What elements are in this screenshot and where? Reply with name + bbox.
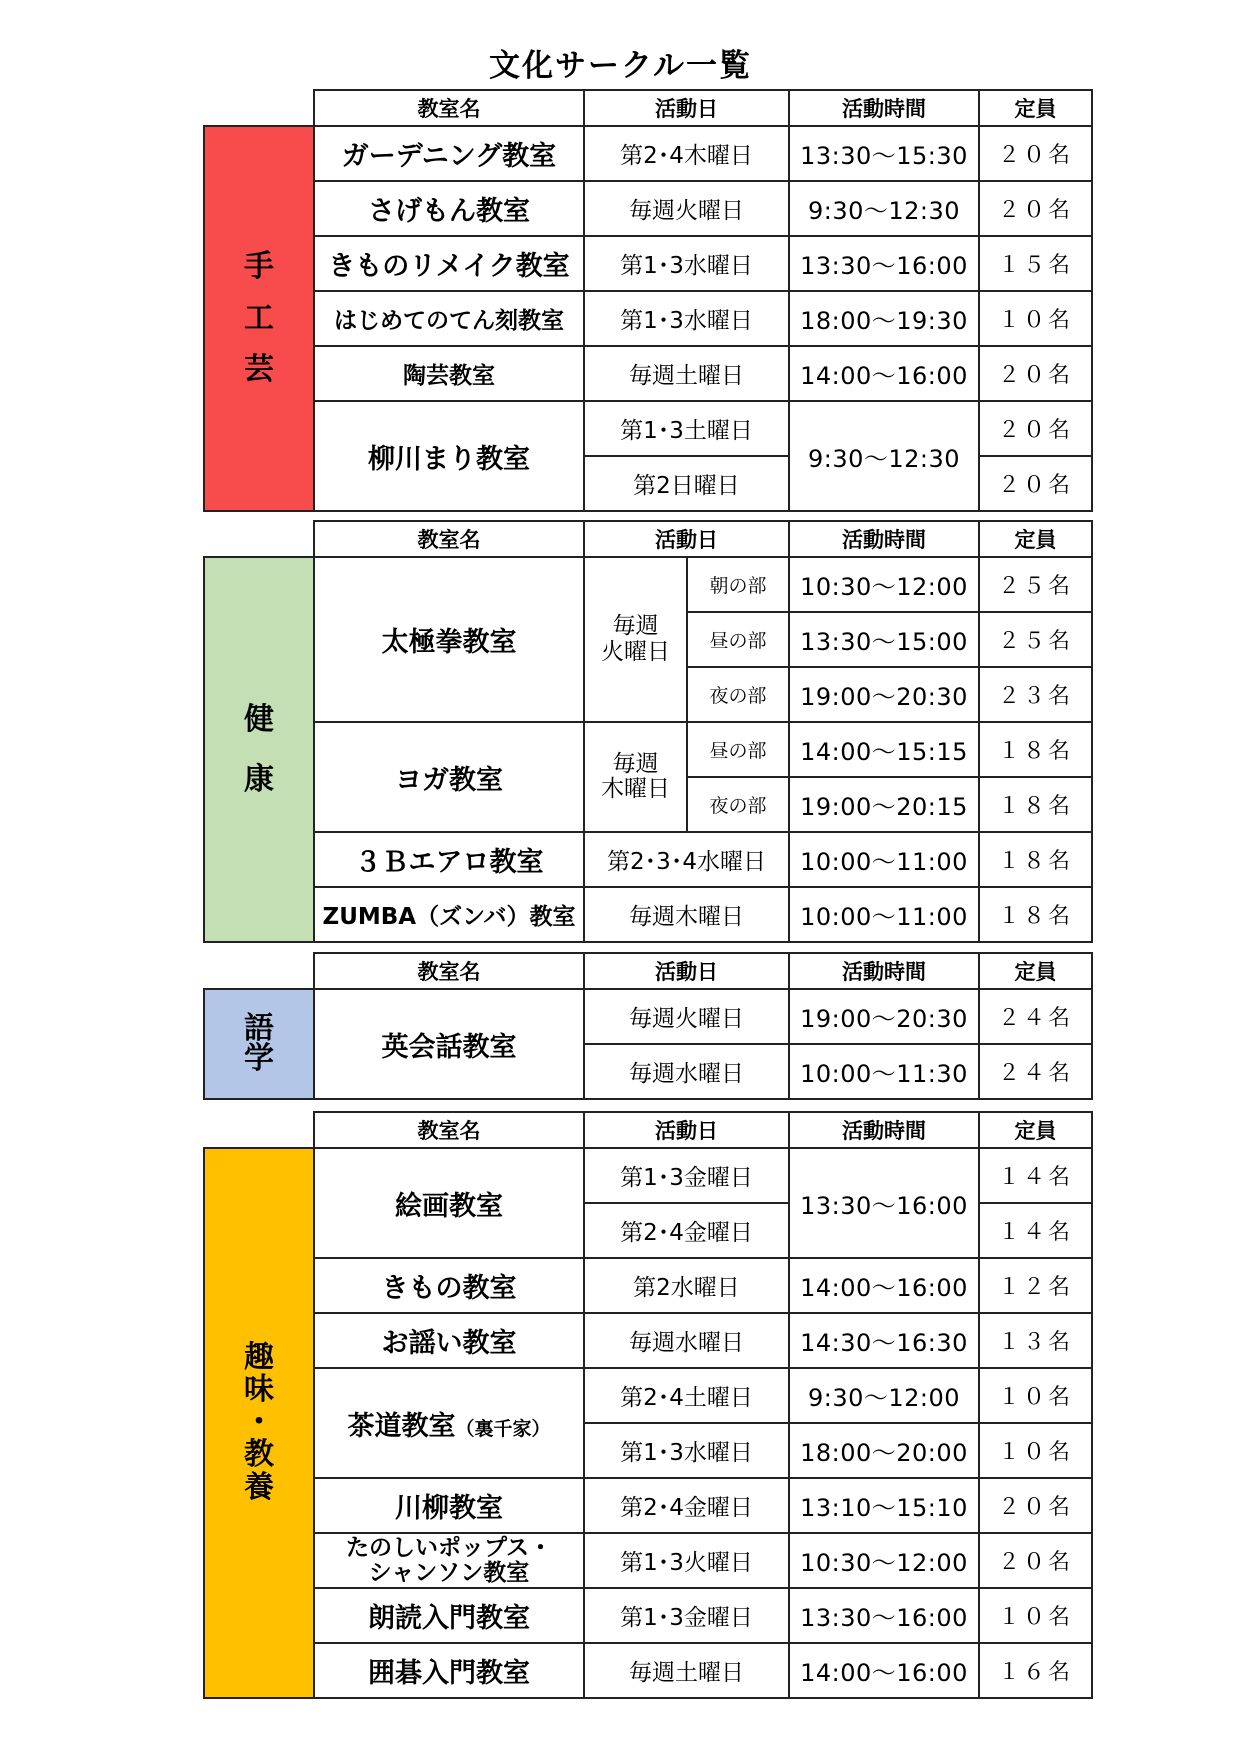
class-capacity: ２０名 [979, 346, 1092, 401]
header-capacity: 定員 [979, 953, 1092, 989]
header-day: 活動日 [584, 90, 789, 126]
class-capacity: １２名 [979, 1258, 1092, 1313]
class-name: 絵画教室 [314, 1148, 584, 1258]
class-time: 10:30〜12:00 [789, 1533, 979, 1588]
header-day: 活動日 [584, 953, 789, 989]
class-name: 朗読入門教室 [314, 1588, 584, 1643]
class-capacity: １８名 [979, 832, 1092, 887]
class-capacity: ２５名 [979, 612, 1092, 667]
class-day: 第2･4木曜日 [584, 126, 789, 181]
class-day: 第2･3･4水曜日 [584, 832, 789, 887]
class-name: 茶道教室（裏千家） [314, 1368, 584, 1478]
class-capacity: ２０名 [979, 401, 1092, 456]
class-day: 毎週水曜日 [584, 1044, 789, 1099]
header-capacity: 定員 [979, 521, 1092, 557]
class-day: 第2･4金曜日 [584, 1478, 789, 1533]
class-capacity: １０名 [979, 1588, 1092, 1643]
table-row [204, 832, 1092, 887]
class-name: たのしいポップス・ シャンソン教室 [314, 1533, 584, 1588]
header-name: 教室名 [314, 521, 584, 557]
table-row [204, 557, 1092, 612]
class-name: お謡い教室 [314, 1313, 584, 1368]
table-row [204, 1368, 1092, 1423]
class-time: 10:00〜11:00 [789, 887, 979, 942]
class-capacity: １０名 [979, 1368, 1092, 1423]
header-time: 活動時間 [789, 90, 979, 126]
table-row [204, 291, 1092, 346]
health-table [203, 520, 1093, 943]
class-name: 太極拳教室 [314, 557, 584, 722]
class-name: ガーデニング教室 [314, 126, 584, 181]
table-row [204, 1533, 1092, 1588]
category-hobby: 趣 味 ・ 教 養 [204, 1148, 314, 1698]
table-row [204, 1478, 1092, 1533]
class-day: 毎週水曜日 [584, 1313, 789, 1368]
header-row [204, 1112, 1092, 1148]
class-day: 第1･3火曜日 [584, 1533, 789, 1588]
table-row [204, 401, 1092, 456]
class-day: 第1･3金曜日 [584, 1148, 789, 1203]
class-time: 18:00〜19:30 [789, 291, 979, 346]
class-time: 19:00〜20:15 [789, 777, 979, 832]
class-capacity: ２０名 [979, 456, 1092, 511]
class-capacity: １４名 [979, 1148, 1092, 1203]
class-time: 9:30〜12:30 [789, 181, 979, 236]
class-part: 昼の部 [687, 722, 789, 777]
class-capacity: １５名 [979, 236, 1092, 291]
header-capacity: 定員 [979, 1112, 1092, 1148]
class-day: 毎週火曜日 [584, 181, 789, 236]
table-row [204, 1643, 1092, 1698]
class-part: 朝の部 [687, 557, 789, 612]
class-capacity: １８名 [979, 777, 1092, 832]
class-capacity: １６名 [979, 1643, 1092, 1698]
class-name: ZUMBA（ズンバ）教室 [314, 887, 584, 942]
class-part: 昼の部 [687, 612, 789, 667]
class-name: はじめてのてん刻教室 [314, 291, 584, 346]
header-name: 教室名 [314, 90, 584, 126]
class-time: 14:00〜16:00 [789, 1643, 979, 1698]
header-time: 活動時間 [789, 1112, 979, 1148]
class-time: 13:30〜16:00 [789, 1148, 979, 1258]
class-part: 夜の部 [687, 777, 789, 832]
class-time: 9:30〜12:00 [789, 1368, 979, 1423]
category-handicraft: 手 工 芸 [204, 126, 314, 511]
class-name: 英会話教室 [314, 989, 584, 1099]
header-row [204, 90, 1092, 126]
class-time: 19:00〜20:30 [789, 667, 979, 722]
header-name: 教室名 [314, 1112, 584, 1148]
class-day: 第2水曜日 [584, 1258, 789, 1313]
hobby-table [203, 1111, 1093, 1699]
class-capacity: １３名 [979, 1313, 1092, 1368]
category-health: 健 康 [204, 557, 314, 942]
table-row [204, 1588, 1092, 1643]
category-language: 語 学 [204, 989, 314, 1099]
class-time: 10:30〜12:00 [789, 557, 979, 612]
class-capacity: １８名 [979, 887, 1092, 942]
class-day: 毎週 火曜日 [584, 557, 687, 722]
class-capacity: １４名 [979, 1203, 1092, 1258]
class-name: ３Ｂエアロ教室 [314, 832, 584, 887]
class-name: 囲碁入門教室 [314, 1643, 584, 1698]
class-day: 第2･4土曜日 [584, 1368, 789, 1423]
class-time: 14:00〜16:00 [789, 1258, 979, 1313]
class-day: 第1･3水曜日 [584, 291, 789, 346]
table-row [204, 236, 1092, 291]
class-time: 9:30〜12:30 [789, 401, 979, 511]
handicraft-table [203, 89, 1093, 512]
class-capacity: ２４名 [979, 1044, 1092, 1099]
class-capacity: ２０名 [979, 126, 1092, 181]
class-name: きものリメイク教室 [314, 236, 584, 291]
table-row [204, 1148, 1092, 1203]
table-row [204, 989, 1092, 1044]
language-table [203, 952, 1093, 1100]
class-capacity: ２０名 [979, 1533, 1092, 1588]
class-name: きもの教室 [314, 1258, 584, 1313]
class-day: 毎週木曜日 [584, 887, 789, 942]
class-time: 10:00〜11:00 [789, 832, 979, 887]
class-name: 陶芸教室 [314, 346, 584, 401]
table-row [204, 126, 1092, 181]
header-day: 活動日 [584, 521, 789, 557]
header-row [204, 953, 1092, 989]
class-day: 毎週土曜日 [584, 346, 789, 401]
class-day: 第1･3水曜日 [584, 1423, 789, 1478]
class-capacity: ２５名 [979, 557, 1092, 612]
class-day: 毎週火曜日 [584, 989, 789, 1044]
class-time: 18:00〜20:00 [789, 1423, 979, 1478]
table-row [204, 722, 1092, 777]
class-time: 14:30〜16:30 [789, 1313, 979, 1368]
table-row [204, 181, 1092, 236]
class-day: 第1･3水曜日 [584, 236, 789, 291]
class-day: 第2日曜日 [584, 456, 789, 511]
table-row [204, 887, 1092, 942]
class-time: 13:30〜15:30 [789, 126, 979, 181]
class-capacity: ２０名 [979, 181, 1092, 236]
class-part: 夜の部 [687, 667, 789, 722]
class-time: 14:00〜15:15 [789, 722, 979, 777]
header-capacity: 定員 [979, 90, 1092, 126]
class-name: さげもん教室 [314, 181, 584, 236]
table-row [204, 1313, 1092, 1368]
header-time: 活動時間 [789, 953, 979, 989]
table-row [204, 346, 1092, 401]
class-name: 柳川まり教室 [314, 401, 584, 511]
header-row [204, 521, 1092, 557]
class-time: 13:30〜16:00 [789, 236, 979, 291]
class-day: 毎週 木曜日 [584, 722, 687, 832]
class-time: 19:00〜20:30 [789, 989, 979, 1044]
page-title: 文化サークル一覧 [488, 48, 753, 84]
class-capacity: ２０名 [979, 1478, 1092, 1533]
class-day: 第1･3土曜日 [584, 401, 789, 456]
class-capacity: １０名 [979, 1423, 1092, 1478]
class-name: 川柳教室 [314, 1478, 584, 1533]
class-day: 第1･3金曜日 [584, 1588, 789, 1643]
class-day: 毎週土曜日 [584, 1643, 789, 1698]
header-time: 活動時間 [789, 521, 979, 557]
class-time: 14:00〜16:00 [789, 346, 979, 401]
class-capacity: ２４名 [979, 989, 1092, 1044]
class-time: 10:00〜11:30 [789, 1044, 979, 1099]
header-name: 教室名 [314, 953, 584, 989]
class-capacity: １８名 [979, 722, 1092, 777]
class-time: 13:30〜16:00 [789, 1588, 979, 1643]
class-time: 13:30〜15:00 [789, 612, 979, 667]
class-capacity: １０名 [979, 291, 1092, 346]
class-time: 13:10〜15:10 [789, 1478, 979, 1533]
table-row [204, 1258, 1092, 1313]
header-day: 活動日 [584, 1112, 789, 1148]
class-name: ヨガ教室 [314, 722, 584, 832]
class-capacity: ２３名 [979, 667, 1092, 722]
class-day: 第2･4金曜日 [584, 1203, 789, 1258]
